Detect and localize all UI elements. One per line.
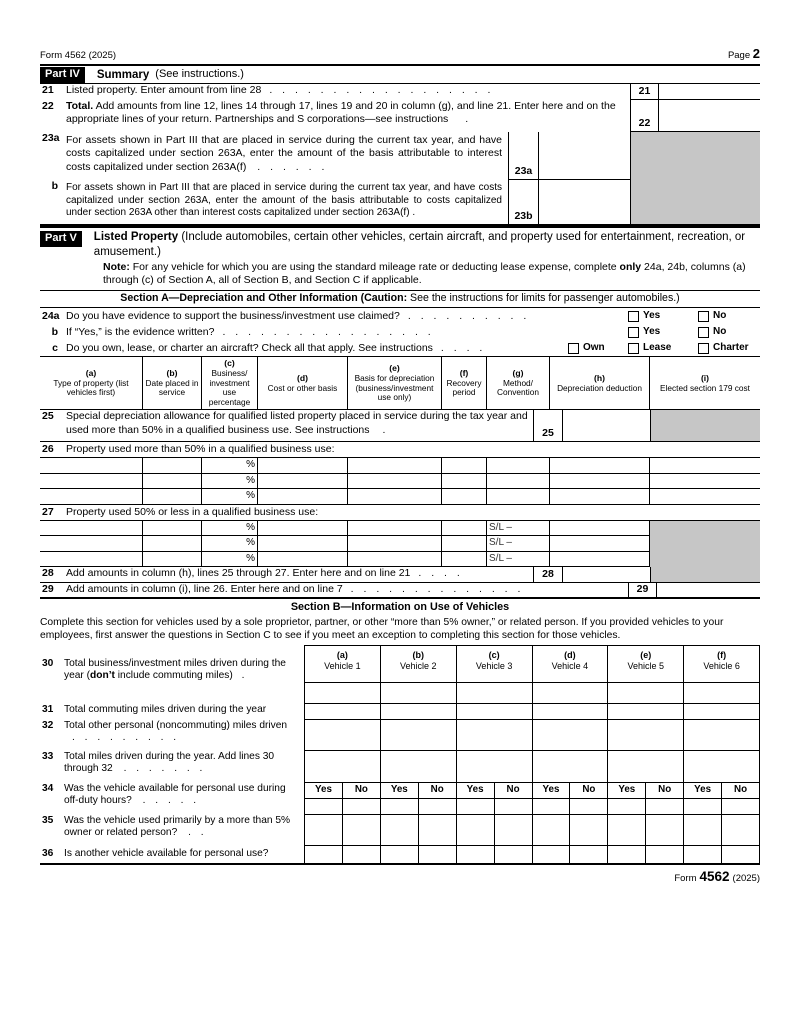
entry-cell[interactable] xyxy=(608,751,684,783)
entry-cell[interactable] xyxy=(143,489,202,505)
line-25-number: 25 xyxy=(42,410,54,423)
entry-cell[interactable] xyxy=(143,458,202,474)
checkbox-24c-own[interactable]: Own xyxy=(568,342,605,355)
answer-cell[interactable] xyxy=(419,799,457,815)
entry-cell[interactable] xyxy=(487,458,550,474)
answer-cell[interactable] xyxy=(608,799,646,815)
vehicle-3-header: (c) Vehicle 3 xyxy=(457,645,533,683)
entry-cell[interactable] xyxy=(533,751,609,783)
entry-cell[interactable] xyxy=(381,751,457,783)
answer-cell[interactable] xyxy=(495,799,533,815)
column-header-f: (f) Recovery period xyxy=(442,357,487,409)
answer-cell[interactable] xyxy=(570,799,608,815)
shaded-cell xyxy=(650,552,760,568)
line-29 xyxy=(40,583,760,599)
answer-cell[interactable] xyxy=(722,815,760,846)
entry-cell[interactable] xyxy=(305,683,381,704)
column-header-a: (a) Type of property (list vehicles first) xyxy=(40,357,143,409)
percent-entry-cell[interactable]: % xyxy=(202,521,258,537)
answer-cell[interactable] xyxy=(305,815,343,846)
checkbox-24c-lease[interactable]: Lease xyxy=(628,342,671,355)
column-header-d: (d) Cost or other basis xyxy=(258,357,348,409)
footer-form-label: Form xyxy=(674,872,697,884)
dot-leader: . xyxy=(382,423,387,436)
column-header-b: (b) Date placed in service xyxy=(143,357,202,409)
dot-leader: . . . . . . . . . . xyxy=(407,309,528,322)
form-id-label: Form 4562 (2025) xyxy=(40,50,117,62)
entry-cell[interactable] xyxy=(143,474,202,490)
line-24b-number: b xyxy=(51,325,58,338)
no-header: No xyxy=(495,783,533,799)
vehicle-1-header: (a) Vehicle 1 xyxy=(305,645,381,683)
entry-cell[interactable] xyxy=(40,489,143,505)
line-26 xyxy=(40,442,760,458)
dot-leader: . . . . . xyxy=(142,795,198,807)
entry-cell[interactable] xyxy=(650,489,760,505)
line-23b xyxy=(40,180,630,224)
entry-cell[interactable] xyxy=(305,751,381,783)
vehicle-6-header: (f) Vehicle 6 xyxy=(684,645,760,683)
answer-cell[interactable] xyxy=(646,799,684,815)
question-34-label: Was the vehicle available for personal use during off-duty hours? . . . . . xyxy=(64,782,286,807)
question-24c xyxy=(40,340,760,356)
answer-cell[interactable] xyxy=(646,815,684,846)
answer-cell[interactable] xyxy=(722,846,760,863)
no-header: No xyxy=(722,783,760,799)
checkbox-icon[interactable] xyxy=(568,343,579,354)
dot-leader: . . . . xyxy=(418,567,461,580)
document-footer xyxy=(40,869,760,886)
part-v-tag: Part V xyxy=(40,231,82,247)
no-header: No xyxy=(570,783,608,799)
answer-cell[interactable] xyxy=(684,815,722,846)
part-iv-title: Summary xyxy=(96,68,150,81)
line-27-label: Property used 50% or less in a qualified business use: xyxy=(66,505,319,518)
question-24b xyxy=(40,324,760,340)
dot-leader: . . . . . . . . . xyxy=(72,732,178,744)
entry-cell[interactable] xyxy=(457,751,533,783)
question-34 xyxy=(40,783,305,815)
line-26-label: Property used more than 50% in a qualified business use: xyxy=(66,443,335,456)
entry-cell[interactable] xyxy=(258,489,348,505)
no-header: No xyxy=(646,783,684,799)
line-23b-entry-cell[interactable] xyxy=(538,180,630,224)
footer-form-number: 4562 xyxy=(699,868,730,884)
entry-cell[interactable] xyxy=(487,474,550,490)
percent-entry-cell[interactable]: % xyxy=(202,552,258,568)
entry-cell[interactable] xyxy=(143,552,202,568)
dot-leader: . xyxy=(241,670,246,682)
line-25-label: Special depreciation allowance for qualified listed property placed in service during the tax year and used more than 50% in a qualified business use. See instructions . xyxy=(66,410,528,436)
question-24b-label: If “Yes,” is the evidence written? xyxy=(66,325,215,338)
part-iv-header xyxy=(40,64,760,84)
question-24c-label: Do you own, lease, or charter an aircraft? Check all that apply. See instructions xyxy=(66,341,433,354)
page-number: 2 xyxy=(752,46,760,61)
entry-cell[interactable] xyxy=(533,720,609,751)
line-22-box-number: 22 xyxy=(631,100,659,131)
entry-cell[interactable] xyxy=(305,704,381,720)
straight-line-method-cell[interactable]: S/L – xyxy=(487,521,550,537)
entry-cell[interactable] xyxy=(550,521,650,537)
checkbox-icon[interactable] xyxy=(698,343,709,354)
line-29-box-number: 29 xyxy=(628,583,657,597)
checkbox-icon[interactable] xyxy=(698,327,709,338)
line-23b-label: For assets shown in Part III that are placed in service during the current tax year, and have costs capitalized under section 263A, enter the amount of the basis attributable to costs capitalized under section 263A other than interest costs capitalized under section 263A(f) . xyxy=(66,182,502,219)
entry-cell[interactable] xyxy=(348,521,442,537)
line-21-amount-row xyxy=(631,84,760,100)
entry-cell[interactable] xyxy=(457,720,533,751)
entry-cell[interactable] xyxy=(550,489,650,505)
yes-header: Yes xyxy=(608,783,646,799)
shaded-area xyxy=(631,132,760,224)
line-23a-label: For assets shown in Part III that are placed in service during the current tax year, and have costs capitalized under section 263A, enter the amount of the basis attributable to interest costs capitalized under section 263A(f) . . . . . . xyxy=(66,134,502,173)
answer-cell[interactable] xyxy=(646,846,684,863)
line-26-number: 26 xyxy=(42,443,54,456)
entry-cell[interactable] xyxy=(381,683,457,704)
line-24a-number: 24a xyxy=(42,309,60,322)
entry-cell[interactable] xyxy=(348,458,442,474)
no-header: No xyxy=(419,783,457,799)
dot-leader: . . . . xyxy=(440,341,484,354)
entry-cell[interactable] xyxy=(684,720,760,751)
entry-cell[interactable] xyxy=(533,683,609,704)
answer-cell[interactable] xyxy=(457,815,495,846)
vehicle-2-header: (b) Vehicle 2 xyxy=(381,645,457,683)
answer-cell[interactable] xyxy=(381,799,419,815)
question-31-label: Total commuting miles driven during the year xyxy=(64,703,267,715)
answer-cell[interactable] xyxy=(381,846,419,863)
entry-cell[interactable] xyxy=(608,720,684,751)
line-22-entry-cell[interactable] xyxy=(659,100,760,131)
section-a-title: Section A—Depreciation and Other Information (Caution: See the instructions for limits for passenger automobiles.) xyxy=(40,290,760,308)
answer-cell[interactable] xyxy=(684,799,722,815)
line-27-row-1 xyxy=(40,521,760,537)
line-29-number: 29 xyxy=(42,583,54,596)
question-35 xyxy=(40,815,305,846)
percent-entry-cell[interactable]: % xyxy=(202,458,258,474)
shaded-area xyxy=(650,410,760,441)
checkbox-icon[interactable] xyxy=(698,311,709,322)
line-26-row-2 xyxy=(40,474,760,490)
line-22-number: 22 xyxy=(42,100,54,113)
section-b-description: Complete this section for vehicles used by a sole proprietor, partner, or other “more than 5% owner,” or related person. If you provided vehicles to your employees, first answer the questions in Section C to see if you meet an exception to completing this section for those vehicles. xyxy=(40,616,724,642)
entry-cell[interactable] xyxy=(608,704,684,720)
line-21-box-number: 21 xyxy=(631,84,659,99)
answer-cell[interactable] xyxy=(570,815,608,846)
line-28-number: 28 xyxy=(42,567,54,580)
vehicle-5-header: (e) Vehicle 5 xyxy=(608,645,684,683)
entry-cell[interactable] xyxy=(550,536,650,552)
entry-cell[interactable] xyxy=(381,704,457,720)
vehicle-miles-table xyxy=(40,645,760,783)
answer-cell[interactable] xyxy=(343,846,381,863)
column-header-c: (c) Business/ investment use percentage xyxy=(202,357,258,409)
question-31 xyxy=(40,704,305,720)
entry-cell[interactable] xyxy=(40,536,143,552)
part-iv-tag: Part IV xyxy=(40,67,85,83)
answer-cell[interactable] xyxy=(533,799,571,815)
part-iv-amount-column xyxy=(630,84,760,224)
checkbox-24b-yes[interactable]: Yes xyxy=(628,326,660,339)
footer-form-year: (2025) xyxy=(732,872,760,884)
section-a-table-header xyxy=(40,357,760,410)
percent-entry-cell[interactable]: % xyxy=(202,474,258,490)
entry-cell[interactable] xyxy=(348,489,442,505)
line-23a-number: 23a xyxy=(42,132,60,145)
line-21-entry-cell[interactable] xyxy=(659,84,760,99)
line-29-entry-cell[interactable] xyxy=(657,583,760,597)
entry-cell[interactable] xyxy=(348,474,442,490)
line-22 xyxy=(40,100,630,132)
entry-cell[interactable] xyxy=(650,474,760,490)
dot-leader: . . . . . . . xyxy=(123,763,204,775)
answer-cell[interactable] xyxy=(343,815,381,846)
checkbox-24c-charter[interactable]: Charter xyxy=(698,342,749,355)
dot-leader: . . . . . . . . . . . . . . xyxy=(350,583,522,596)
question-30 xyxy=(40,645,305,704)
dot-leader: . . xyxy=(188,827,205,839)
yes-header: Yes xyxy=(684,783,722,799)
entry-cell[interactable] xyxy=(457,704,533,720)
entry-cell[interactable] xyxy=(258,552,348,568)
line-28-entry-cell[interactable] xyxy=(563,567,650,582)
entry-cell[interactable] xyxy=(550,552,650,568)
question-33 xyxy=(40,751,305,783)
answer-cell[interactable] xyxy=(457,799,495,815)
entry-cell[interactable] xyxy=(305,720,381,751)
line-28-label: Add amounts in column (h), lines 25 through 27. Enter here and on line 21 xyxy=(66,567,411,580)
line-26-row-3 xyxy=(40,489,760,505)
line-23a-box-number: 23a xyxy=(508,132,538,180)
entry-cell[interactable] xyxy=(40,521,143,537)
entry-cell[interactable] xyxy=(684,751,760,783)
line-23b-box-number: 23b xyxy=(508,180,538,224)
checkbox-24b-no[interactable]: No xyxy=(698,326,726,339)
line-21 xyxy=(40,84,630,100)
answer-cell[interactable] xyxy=(305,846,343,863)
percent-entry-cell[interactable]: % xyxy=(202,536,258,552)
question-32-label: Total other personal (noncommuting) miles driven . . . . . . . . . xyxy=(64,719,288,744)
part-v-note: Note: For any vehicle for which you are using the standard mileage rate or deducting lease expense, complete only 24a, 24b, columns (a) through (c) of Section A, all of Section B, and Section C if applicable. xyxy=(103,261,746,287)
line-33-number: 33 xyxy=(42,750,54,762)
entry-cell[interactable] xyxy=(533,704,609,720)
checkbox-icon[interactable] xyxy=(628,311,639,322)
question-36 xyxy=(40,846,305,863)
answer-cell[interactable] xyxy=(457,846,495,863)
part-v-header xyxy=(40,226,760,259)
entry-cell[interactable] xyxy=(487,489,550,505)
entry-cell[interactable] xyxy=(457,683,533,704)
line-21-label: Listed property. Enter amount from line 28 xyxy=(66,84,262,97)
line-30-number: 30 xyxy=(42,657,54,669)
question-24a-label: Do you have evidence to support the business/investment use claimed? xyxy=(66,309,400,322)
yes-header: Yes xyxy=(381,783,419,799)
question-24a xyxy=(40,308,760,324)
line-25-entry-cell[interactable] xyxy=(563,410,650,441)
entry-cell[interactable] xyxy=(143,536,202,552)
question-30-label: Total business/investment miles driven during the year (don’t include commuting miles) . xyxy=(64,657,286,682)
line-23a-entry-cell[interactable] xyxy=(538,132,630,180)
line-27-row-3 xyxy=(40,552,760,568)
line-26-row-1 xyxy=(40,458,760,474)
line-31-number: 31 xyxy=(42,703,54,715)
line-28-box-number: 28 xyxy=(533,567,563,582)
yes-header: Yes xyxy=(305,783,343,799)
line-23a xyxy=(40,132,630,180)
line-24c-number: c xyxy=(52,341,58,354)
answer-cell[interactable] xyxy=(495,815,533,846)
line-21-number: 21 xyxy=(42,84,54,97)
answer-cell[interactable] xyxy=(722,799,760,815)
answer-cell[interactable] xyxy=(419,846,457,863)
yes-header: Yes xyxy=(533,783,571,799)
entry-cell[interactable] xyxy=(40,458,143,474)
answer-cell[interactable] xyxy=(533,846,571,863)
entry-cell[interactable] xyxy=(650,458,760,474)
answer-cell[interactable] xyxy=(381,815,419,846)
checkbox-24a-yes[interactable]: Yes xyxy=(628,310,660,323)
percent-entry-cell[interactable]: % xyxy=(202,489,258,505)
entry-cell[interactable] xyxy=(258,474,348,490)
answer-cell[interactable] xyxy=(343,799,381,815)
entry-cell[interactable] xyxy=(40,474,143,490)
column-header-h: (h) Depreciation deduction xyxy=(550,357,650,409)
dot-leader: . . . . . . . . . . . . . . . . . . xyxy=(269,84,492,97)
entry-cell[interactable] xyxy=(442,552,487,568)
answer-cell[interactable] xyxy=(570,846,608,863)
entry-cell[interactable] xyxy=(143,521,202,537)
answer-cell[interactable] xyxy=(608,815,646,846)
column-header-i: (i) Elected section 179 cost xyxy=(660,372,750,393)
entry-cell[interactable] xyxy=(684,683,760,704)
entry-cell[interactable] xyxy=(348,552,442,568)
section-b-title: Section B—Information on Use of Vehicles xyxy=(290,601,510,614)
entry-cell[interactable] xyxy=(348,536,442,552)
shaded-area xyxy=(650,567,760,582)
line-25-box-number: 25 xyxy=(533,410,563,441)
entry-cell[interactable] xyxy=(258,458,348,474)
answer-cell[interactable] xyxy=(495,846,533,863)
entry-cell[interactable] xyxy=(684,704,760,720)
entry-cell[interactable] xyxy=(40,552,143,568)
dot-leader: . . . . . . . . . . . . . . . . . xyxy=(222,325,432,338)
entry-cell[interactable] xyxy=(608,683,684,704)
entry-cell[interactable] xyxy=(442,536,487,552)
line-22-amount-row xyxy=(631,100,760,132)
entry-cell[interactable] xyxy=(550,474,650,490)
checkbox-icon[interactable] xyxy=(628,343,639,354)
answer-cell[interactable] xyxy=(533,815,571,846)
entry-cell[interactable] xyxy=(550,458,650,474)
document-header xyxy=(40,46,760,64)
question-36-label: Is another vehicle available for personal use? xyxy=(64,847,269,859)
part-v-title: Listed Property (Include automobiles, certain other vehicles, certain aircraft, and property used for entertainment, recreation, or amusement.) xyxy=(93,231,746,258)
part-iv-body xyxy=(40,84,760,226)
line-25 xyxy=(40,410,760,442)
checkbox-icon[interactable] xyxy=(628,327,639,338)
answer-cell[interactable] xyxy=(608,846,646,863)
vehicle-4-header: (d) Vehicle 4 xyxy=(533,645,609,683)
shaded-cell xyxy=(650,536,760,552)
line-23b-number: b xyxy=(51,180,58,193)
answer-cell[interactable] xyxy=(684,846,722,863)
straight-line-method-cell[interactable]: S/L – xyxy=(487,536,550,552)
line-36-number: 36 xyxy=(42,847,54,859)
dot-leader: . . . . . . xyxy=(257,160,326,173)
question-35-label: Was the vehicle used primarily by a more than 5% owner or related person? . . xyxy=(64,814,291,839)
column-header-e: (e) Basis for depreciation (business/investment use only) xyxy=(348,357,442,409)
answer-cell[interactable] xyxy=(305,799,343,815)
page-indicator: Page 2 xyxy=(727,46,760,61)
part-iv-subtitle: (See instructions.) xyxy=(155,67,244,80)
dot-leader: . xyxy=(465,113,470,126)
question-33-label: Total miles driven during the year. Add lines 30 through 32 . . . . . . . xyxy=(64,750,275,775)
entry-cell[interactable] xyxy=(442,474,487,490)
no-header: No xyxy=(343,783,381,799)
line-35-number: 35 xyxy=(42,814,54,826)
shaded-cell xyxy=(650,521,760,537)
yes-header: Yes xyxy=(457,783,495,799)
line-27-number: 27 xyxy=(42,505,54,518)
entry-cell[interactable] xyxy=(258,521,348,537)
line-28 xyxy=(40,567,760,583)
line-34-number: 34 xyxy=(42,782,54,794)
vehicle-yes-no-table xyxy=(40,783,760,865)
line-27 xyxy=(40,505,760,521)
line-27-row-2 xyxy=(40,536,760,552)
line-22-label: Total. Add amounts from line 12, lines 14 through 17, lines 19 and 20 in column (g), and line 21. Enter here and on the appropriate lines of your return. Partnerships and S corporations—see instructions . xyxy=(66,100,616,126)
checkbox-24a-no[interactable]: No xyxy=(698,310,726,323)
entry-cell[interactable] xyxy=(442,458,487,474)
straight-line-method-cell[interactable]: S/L – xyxy=(487,552,550,568)
line-29-label: Add amounts in column (i), line 26. Enter here and on line 7 xyxy=(66,583,343,596)
question-32 xyxy=(40,720,305,751)
entry-cell[interactable] xyxy=(258,536,348,552)
line-32-number: 32 xyxy=(42,719,54,731)
column-header-g: (g) Method/ Convention xyxy=(487,357,550,409)
entry-cell[interactable] xyxy=(442,489,487,505)
entry-cell[interactable] xyxy=(442,521,487,537)
answer-cell[interactable] xyxy=(419,815,457,846)
section-a-table xyxy=(40,356,760,599)
entry-cell[interactable] xyxy=(381,720,457,751)
